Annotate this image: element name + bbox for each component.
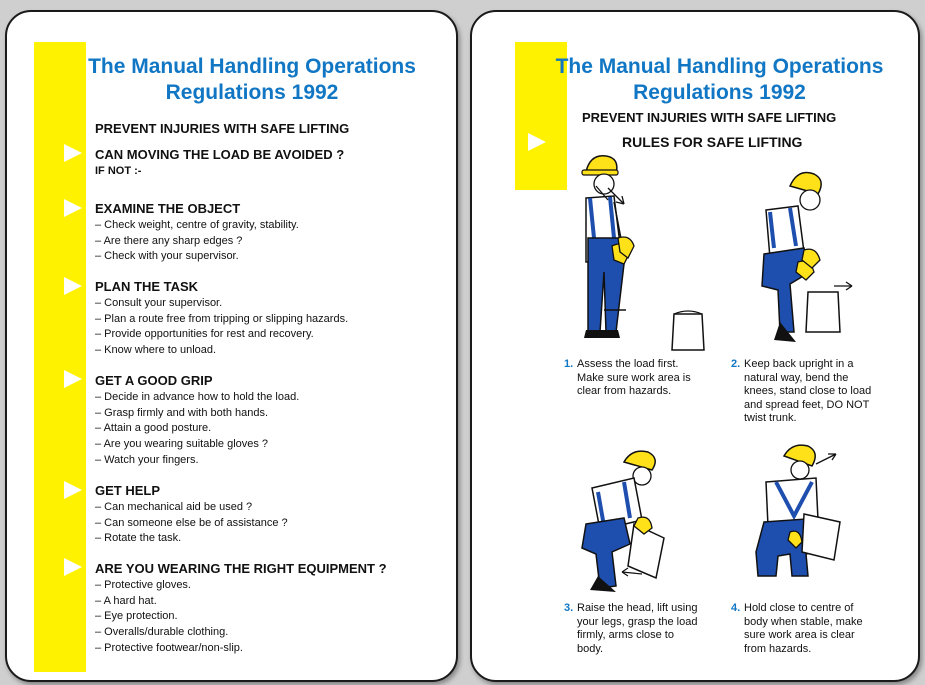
section-grip (95, 373, 445, 469)
list-item: – Know where to unload. (95, 344, 217, 357)
step-text: Hold close to centre of body when stable, make sure work area is clear from hazards. (744, 602, 863, 655)
section-heading: GET HELP (95, 483, 161, 498)
page-title: The Manual Handling Operations Regulations 1992 (555, 55, 884, 104)
arrow-bullet-icon (64, 277, 82, 295)
subtitle: PREVENT INJURIES WITH SAFE LIFTING (582, 110, 837, 125)
list-item: – Check with your supervisor. (95, 250, 239, 263)
lifting-worker-icon (572, 448, 702, 598)
section-heading: CAN MOVING THE LOAD BE AVOIDED ? (95, 147, 345, 162)
right-card (470, 10, 920, 682)
page-title: The Manual Handling Operations Regulations 1992 (88, 55, 416, 104)
arrow-bullet-icon (64, 199, 82, 217)
box-icon (670, 308, 708, 353)
list-item: – Plan a route free from tripping or slipping hazards. (95, 312, 349, 325)
section-equipment (95, 561, 445, 657)
step-caption (564, 358, 724, 397)
list-item: – Watch your fingers. (95, 453, 199, 466)
carrying-worker-icon (744, 442, 874, 582)
list-item: – Consult your supervisor. (95, 297, 223, 309)
list-item: IF NOT :- (95, 165, 142, 177)
step-text: Raise the head, lift using your legs, grasp the load firmly, arms close to body. (577, 602, 698, 655)
step-caption (731, 358, 901, 424)
list-item: – Are there any sharp edges ? (95, 234, 243, 247)
arrow-bullet-icon (64, 370, 82, 388)
step-number: 2. (731, 358, 741, 370)
arrow-bullet-icon (64, 144, 82, 162)
arrow-bullet-icon (64, 481, 82, 499)
list-item: – Protective footwear/non-slip. (95, 641, 243, 654)
list-item: – Protective gloves. (95, 579, 191, 591)
list-item: – Can someone else be of assistance ? (95, 516, 288, 529)
list-item: – Decide in advance how to hold the load. (95, 391, 300, 403)
subtitle: PREVENT INJURIES WITH SAFE LIFTING (95, 121, 350, 136)
section-heading: ARE YOU WEARING THE RIGHT EQUIPMENT ? (95, 561, 387, 576)
list-item: – Grasp firmly and with both hands. (95, 406, 269, 419)
step-number: 4. (731, 602, 741, 614)
list-item: – Are you wearing suitable gloves ? (95, 438, 269, 451)
list-item: – Eye protection. (95, 610, 178, 623)
list-item: – Provide opportunities for rest and recovery. (95, 328, 314, 341)
step-text: Assess the load first. Make sure work area is clear from hazards. (577, 358, 691, 397)
list-item: – Attain a good posture. (95, 422, 212, 435)
step-number: 3. (564, 602, 574, 614)
list-item: – A hard hat. (95, 594, 157, 607)
rules-heading: RULES FOR SAFE LIFTING (622, 134, 803, 150)
squatting-worker-icon (744, 162, 894, 352)
step-caption (731, 602, 901, 655)
list-item: – Rotate the task. (95, 532, 182, 545)
arrow-icon (602, 182, 632, 212)
yellow-band (34, 42, 86, 672)
list-item: – Check weight, centre of gravity, stability. (95, 219, 299, 231)
section-heading: GET A GOOD GRIP (95, 373, 213, 388)
step-text: Keep back upright in a natural way, bend the knees, stand close to load and spread feet, DO NOT twist trunk. (744, 358, 872, 424)
section-heading: PLAN THE TASK (95, 279, 199, 294)
arrow-bullet-icon (528, 133, 546, 151)
step-number: 1. (564, 358, 574, 370)
section-plan (95, 279, 445, 359)
section-heading: EXAMINE THE OBJECT (95, 201, 241, 216)
section-help (95, 483, 445, 547)
list-item: – Can mechanical aid be used ? (95, 501, 253, 513)
section-avoid (95, 147, 445, 180)
left-card (5, 10, 458, 682)
step-caption (564, 602, 729, 655)
arrow-bullet-icon (64, 558, 82, 576)
list-item: – Overalls/durable clothing. (95, 626, 229, 639)
section-examine (95, 201, 445, 265)
